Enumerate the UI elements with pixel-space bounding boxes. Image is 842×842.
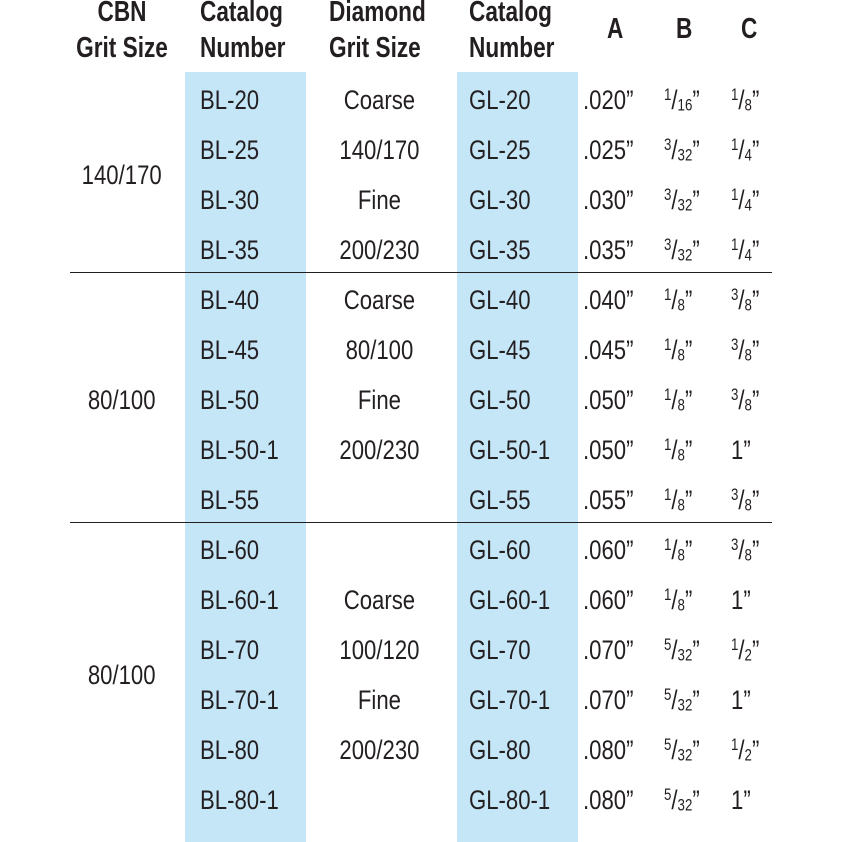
header-cbn-grit-size xyxy=(67,0,176,66)
dimension-a: .050” xyxy=(583,385,634,415)
dimension-b: $^5/_{32}$” xyxy=(664,685,700,715)
header-c: C xyxy=(741,13,758,45)
cbn-grit-size: 80/100 xyxy=(87,660,156,690)
group-divider xyxy=(70,272,772,273)
header-a: A xyxy=(607,13,624,45)
dimension-a: .035” xyxy=(583,235,634,265)
gl-catalog-number: GL-70 xyxy=(469,635,531,665)
dimension-c: $^1/_4$” xyxy=(731,235,760,265)
gl-catalog-number: GL-55 xyxy=(469,485,531,515)
bl-catalog-number: BL-50 xyxy=(200,385,260,415)
dimension-c: $^3/_8$” xyxy=(731,385,760,415)
gl-catalog-number: GL-25 xyxy=(469,135,531,165)
gl-catalog-number: GL-80 xyxy=(469,735,531,765)
bl-catalog-number: BL-80 xyxy=(200,735,260,765)
gl-catalog-number: GL-20 xyxy=(469,85,531,115)
dimension-a: .060” xyxy=(583,585,634,615)
dimension-c: $^1/_4$” xyxy=(731,135,760,165)
header-diamond-line1: Diamond xyxy=(329,0,426,28)
dimension-a: .040” xyxy=(583,285,634,315)
dimension-b: $^1/_8$” xyxy=(664,335,693,365)
header-diamond-line2: Grit Size xyxy=(329,32,421,64)
dimension-c: $^1/_8$” xyxy=(731,85,760,115)
diamond-grit-size: 140/170 xyxy=(339,135,420,165)
dimension-a: .025” xyxy=(583,135,634,165)
gl-catalog-number: GL-40 xyxy=(469,285,531,315)
bl-catalog-number: BL-50-1 xyxy=(200,435,279,465)
header-catalog-number-gl xyxy=(469,0,554,66)
dimension-b: $^5/_{32}$” xyxy=(664,735,700,765)
gl-catalog-number: GL-30 xyxy=(469,185,531,215)
dimension-c: $^3/_8$” xyxy=(731,485,760,515)
bl-catalog-number: BL-40 xyxy=(200,285,260,315)
header-catalog1-line2: Number xyxy=(200,32,286,64)
cbn-grit-size: 140/170 xyxy=(81,160,162,190)
dimension-c: $^1/_2$” xyxy=(731,635,760,665)
diamond-grit-size: Coarse xyxy=(343,585,416,615)
dimension-a: .070” xyxy=(583,635,634,665)
bl-catalog-number: BL-70-1 xyxy=(200,685,279,715)
bl-catalog-number: BL-45 xyxy=(200,335,260,365)
bl-catalog-number: BL-30 xyxy=(200,185,260,215)
diamond-grit-size: 200/230 xyxy=(339,435,420,465)
header-b: B xyxy=(676,13,693,45)
dimension-c: 1” xyxy=(731,685,751,715)
bl-catalog-number: BL-25 xyxy=(200,135,260,165)
dimension-b: $^5/_{32}$” xyxy=(664,635,700,665)
dimension-b: $^1/_8$” xyxy=(664,535,693,565)
header-catalog1-line1: Catalog xyxy=(200,0,283,28)
diamond-grit-size: Fine xyxy=(357,185,401,215)
bl-catalog-number: BL-20 xyxy=(200,85,260,115)
gl-catalog-number: GL-50 xyxy=(469,385,531,415)
dimension-c: 1” xyxy=(731,435,751,465)
cbn-grit-size: 80/100 xyxy=(87,385,156,415)
dimension-b: $^3/_{32}$” xyxy=(664,235,700,265)
dimension-a: .030” xyxy=(583,185,634,215)
diamond-grit-size: Fine xyxy=(357,685,401,715)
gl-catalog-number: GL-50-1 xyxy=(469,435,551,465)
dimension-b: $^1/_8$” xyxy=(664,435,693,465)
dimension-b: $^1/_8$” xyxy=(664,385,693,415)
bl-catalog-number: BL-35 xyxy=(200,235,260,265)
dimension-a: .020” xyxy=(583,85,634,115)
dimension-a: .045” xyxy=(583,335,634,365)
bl-catalog-number: BL-55 xyxy=(200,485,260,515)
bl-catalog-number: BL-70 xyxy=(200,635,260,665)
diamond-grit-size: 100/120 xyxy=(339,635,420,665)
dimension-a: .050” xyxy=(583,435,634,465)
dimension-a: .060” xyxy=(583,535,634,565)
dimension-c: 1” xyxy=(731,585,751,615)
dimension-a: .055” xyxy=(583,485,634,515)
dimension-a: .080” xyxy=(583,785,634,815)
gl-catalog-number: GL-60-1 xyxy=(469,585,551,615)
dimension-b: $^1/_8$” xyxy=(664,585,693,615)
group-divider xyxy=(70,522,772,523)
dimension-a: .080” xyxy=(583,735,634,765)
dimension-c: $^1/_4$” xyxy=(731,185,760,215)
gl-catalog-number: GL-80-1 xyxy=(469,785,551,815)
gl-catalog-number: GL-60 xyxy=(469,535,531,565)
dimension-b: $^5/_{32}$” xyxy=(664,785,700,815)
gl-catalog-number: GL-45 xyxy=(469,335,531,365)
dimension-b: $^1/_8$” xyxy=(664,485,693,515)
diamond-grit-size: 80/100 xyxy=(345,335,414,365)
gl-catalog-number: GL-70-1 xyxy=(469,685,551,715)
dimension-c: $^3/_8$” xyxy=(731,535,760,565)
dimension-b: $^3/_{32}$” xyxy=(664,185,700,215)
bl-catalog-number: BL-60 xyxy=(200,535,260,565)
dimension-b: $^3/_{32}$” xyxy=(664,135,700,165)
dimension-b: $^1/_8$” xyxy=(664,285,693,315)
header-cbn-line1: CBN xyxy=(97,0,147,28)
dimension-b: $^1/_{16}$” xyxy=(664,85,700,115)
dimension-c: $^1/_2$” xyxy=(731,735,760,765)
header-catalog-number-bl xyxy=(200,0,285,66)
bl-catalog-number: BL-60-1 xyxy=(200,585,279,615)
diamond-grit-size: 200/230 xyxy=(339,735,420,765)
dimension-c: $^3/_8$” xyxy=(731,335,760,365)
dimension-c: $^3/_8$” xyxy=(731,285,760,315)
diamond-grit-size: 200/230 xyxy=(339,235,420,265)
gl-catalog-number: GL-35 xyxy=(469,235,531,265)
bl-catalog-number: BL-80-1 xyxy=(200,785,279,815)
dimension-a: .070” xyxy=(583,685,634,715)
diamond-grit-size: Coarse xyxy=(343,85,416,115)
dimension-c: 1” xyxy=(731,785,751,815)
header-diamond-grit-size xyxy=(329,0,426,66)
diamond-grit-size: Coarse xyxy=(343,285,416,315)
diamond-grit-size: Fine xyxy=(357,385,401,415)
header-catalog2-line2: Number xyxy=(469,32,555,64)
header-catalog2-line1: Catalog xyxy=(469,0,552,28)
header-cbn-line2: Grit Size xyxy=(76,32,168,64)
